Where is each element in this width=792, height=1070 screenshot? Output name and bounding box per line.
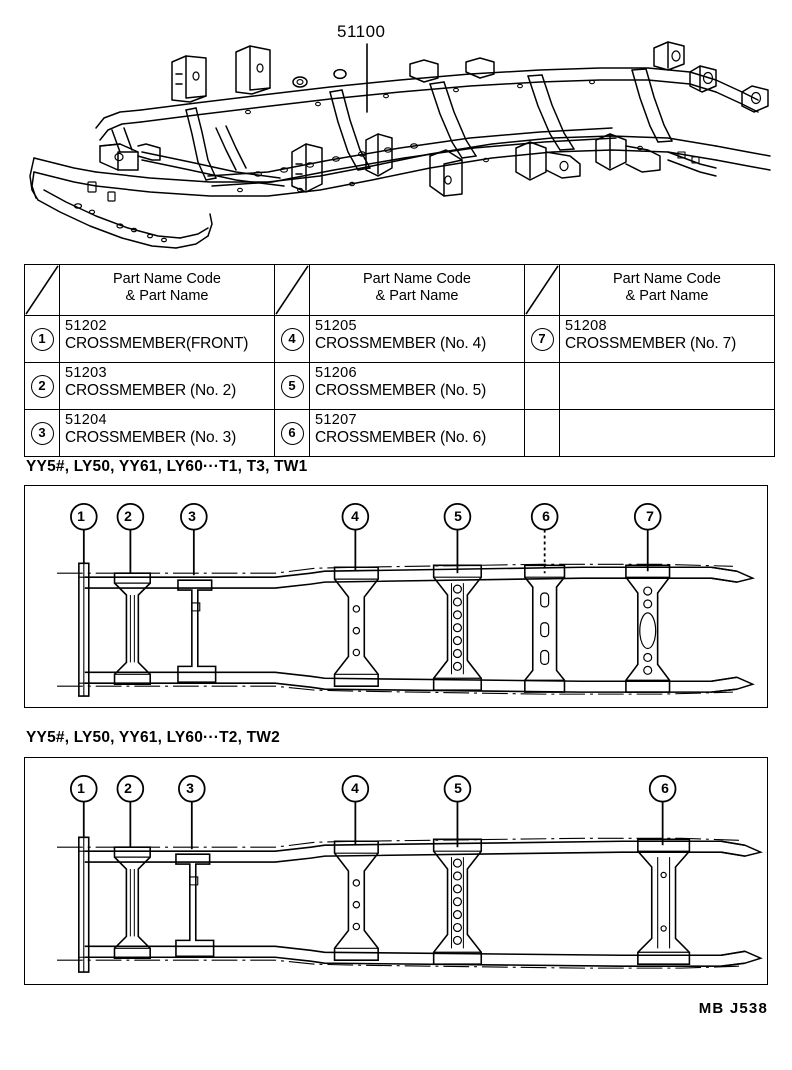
diagram1-callout-1: 1: [77, 508, 85, 524]
diagram2-callout-6: 6: [661, 780, 669, 796]
table-header-row: [25, 265, 775, 316]
frame-plan-view-7-crossmembers: [25, 486, 767, 707]
variant-caption-t1-t3-tw1: YY5#, LY50, YY61, LY60···T1, T3, TW1: [26, 458, 308, 475]
row-number-cell: [275, 316, 310, 363]
plan-view-diagram-1: [24, 485, 768, 708]
diagonal-slash-icon: [25, 265, 59, 315]
crossmember-5: [434, 565, 482, 690]
row-number-cell-empty: [525, 363, 560, 410]
header-line-1: Part Name Code: [363, 271, 471, 287]
header-part-name-code-3: [560, 265, 775, 316]
crossmember-5: [434, 839, 482, 964]
part-cell: [310, 316, 525, 363]
callout-circle: 6: [281, 422, 304, 445]
diagram1-callout-2: 2: [124, 508, 132, 524]
callout-circle: 1: [31, 328, 54, 351]
table-row: [25, 316, 775, 363]
variant-caption-t2-tw2: YY5#, LY50, YY61, LY60···T2, TW2: [26, 729, 280, 746]
crossmember-3: [176, 854, 214, 956]
part-code: 51207: [315, 412, 357, 428]
callout-circle: 5: [281, 375, 304, 398]
header-part-name-code-1: [60, 265, 275, 316]
frame-assembly-illustration: [0, 0, 792, 252]
callout-circle: 2: [31, 375, 54, 398]
part-cell-empty: [560, 363, 775, 410]
frame-plan-view-6-crossmembers: [25, 758, 767, 984]
row-number-cell-empty: [525, 410, 560, 457]
diagram1-callout-3: 3: [188, 508, 196, 524]
row-number-cell: [25, 410, 60, 457]
part-cell: [560, 316, 775, 363]
part-code: 51208: [565, 318, 607, 334]
crossmember-2: [115, 573, 151, 684]
part-name: CROSSMEMBER (No. 4): [315, 334, 487, 352]
diagram2-callout-5: 5: [454, 780, 462, 796]
crossmember-7: [626, 565, 670, 692]
diagram1-callout-7: 7: [646, 508, 654, 524]
row-number-cell: [275, 363, 310, 410]
table-row: [25, 410, 775, 457]
header-part-name-code-2: [310, 265, 525, 316]
crossmember-6: [525, 565, 565, 692]
header-slash-cell-2: [275, 265, 310, 316]
callout-circle: 3: [31, 422, 54, 445]
part-name: CROSSMEMBER(FRONT): [65, 334, 249, 352]
part-code: 51206: [315, 365, 357, 381]
header-line-1: Part Name Code: [113, 271, 221, 287]
parts-name-code-table: [24, 264, 775, 457]
drawing-reference-code: MB J538: [698, 1000, 768, 1017]
diagram1-callout-5: 5: [454, 508, 462, 524]
frame-isometric-drawing: [0, 0, 792, 252]
crossmember-1: [79, 837, 89, 972]
row-number-cell: [525, 316, 560, 363]
diagram2-callout-4: 4: [351, 780, 359, 796]
row-number-cell: [25, 363, 60, 410]
part-name: CROSSMEMBER (No. 5): [315, 381, 487, 399]
part-cell: [310, 363, 525, 410]
diagram1-callout-6: 6: [542, 508, 550, 524]
diagram1-callout-4: 4: [351, 508, 359, 524]
table-row: [25, 363, 775, 410]
crossmember-3: [178, 580, 216, 682]
crossmember-4: [335, 567, 379, 686]
part-cell: [60, 316, 275, 363]
frame-part-number-label: 51100: [337, 22, 386, 41]
diagonal-slash-icon: [275, 265, 309, 315]
row-number-cell: [25, 316, 60, 363]
part-name: CROSSMEMBER (No. 6): [315, 428, 487, 446]
part-code: 51204: [65, 412, 107, 428]
row-number-cell: [275, 410, 310, 457]
callout-circle: 7: [531, 328, 554, 351]
part-cell: [310, 410, 525, 457]
part-code: 51205: [315, 318, 357, 334]
part-name: CROSSMEMBER (No. 2): [65, 381, 237, 399]
part-name: CROSSMEMBER (No. 7): [565, 334, 737, 352]
header-slash-cell-3: [525, 265, 560, 316]
header-line-2: & Part Name: [125, 288, 209, 305]
header-line-2: & Part Name: [625, 288, 709, 305]
part-cell: [60, 410, 275, 457]
header-line-2: & Part Name: [375, 288, 459, 305]
header-slash-cell-1: [25, 265, 60, 316]
callout-circle: 4: [281, 328, 304, 351]
crossmember-2: [114, 847, 150, 958]
part-cell-empty: [560, 410, 775, 457]
crossmember-4: [335, 841, 379, 960]
diagram2-callout-1: 1: [77, 780, 85, 796]
header-line-1: Part Name Code: [613, 271, 721, 287]
part-code: 51202: [65, 318, 107, 334]
part-cell: [60, 363, 275, 410]
part-code: 51203: [65, 365, 107, 381]
crossmember-1: [79, 563, 89, 696]
diagonal-slash-icon: [525, 265, 559, 315]
crossmember-6: [638, 839, 690, 964]
plan-view-diagram-2: [24, 757, 768, 985]
diagram2-callout-2: 2: [124, 780, 132, 796]
diagram2-callout-3: 3: [186, 780, 194, 796]
part-name: CROSSMEMBER (No. 3): [65, 428, 237, 446]
parts-table-body: [25, 265, 775, 457]
